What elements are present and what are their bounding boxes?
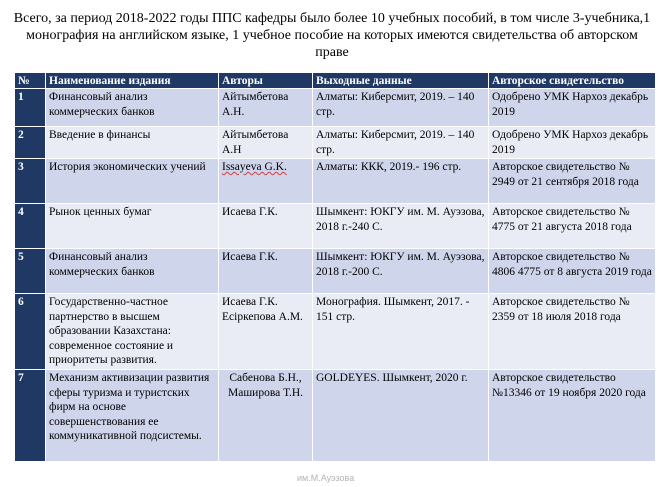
row-authors: Айтымбетова А.Н. — [219, 89, 313, 127]
footer-watermark: им.М.Ауэзова — [297, 473, 355, 483]
row-number: 5 — [15, 249, 46, 294]
row-title: Рынок ценных бумаг — [46, 204, 219, 249]
row-output: Алматы: Киберсмит, 2019. – 140 стр. — [313, 89, 489, 127]
row-certificate: Авторское свидетельство № 2949 от 21 сентября 2018 года — [489, 159, 656, 204]
row-certificate: Авторское свидетельство № 4775 от 21 августа 2018 года — [489, 204, 656, 249]
row-output: Шымкент: ЮКГУ им. М. Ауэзова, 2018 г.-240 С. — [313, 204, 489, 249]
row-output: Алматы: ККК, 2019.- 196 стр. — [313, 159, 489, 204]
row-title: Введение в финансы — [46, 127, 219, 159]
table-header-row — [15, 73, 656, 89]
row-certificate: Авторское свидетельство № 4806 4775 от 8 августа 2019 года — [489, 249, 656, 294]
row-certificate: Авторское свидетельство № 2359 от 18 июля 2018 года — [489, 294, 656, 370]
header-certificate: Авторское свидетельство — [489, 73, 656, 89]
row-certificate: Одобрено УМК Нархоз декабрь 2019 — [489, 127, 656, 159]
row-title: Финансовый анализ коммерческих банков — [46, 249, 219, 294]
row-number: 2 — [15, 127, 46, 159]
row-authors-text: Issayeva G.K. — [222, 161, 287, 173]
row-output: Алматы: Киберсмит, 2019. – 140 стр. — [313, 127, 489, 159]
row-certificate: Одобрено УМК Нархоз декабрь 2019 — [489, 89, 656, 127]
table-row — [15, 159, 656, 204]
row-number: 1 — [15, 89, 46, 127]
row-output: GOLDEYES. Шымкент, 2020 г. — [313, 370, 489, 462]
table-row — [15, 370, 656, 462]
table-row — [15, 249, 656, 294]
row-authors: Исаева Г.К. — [219, 249, 313, 294]
publications-table — [14, 72, 656, 462]
row-authors: Исаева Г.К. — [219, 204, 313, 249]
row-title: История экономических учений — [46, 159, 219, 204]
row-number: 7 — [15, 370, 46, 462]
header-authors: Авторы — [219, 73, 313, 89]
row-number: 3 — [15, 159, 46, 204]
row-title: Финансовый анализ коммерческих банков — [46, 89, 219, 127]
row-authors: Сабенова Б.Н., Маширова Т.Н. — [219, 370, 313, 462]
header-output: Выходные данные — [313, 73, 489, 89]
row-authors — [219, 159, 313, 204]
header-title: Наименование издания — [46, 73, 219, 89]
row-authors: Исаева Г.К. Есіркепова А.М. — [219, 294, 313, 370]
row-number: 4 — [15, 204, 46, 249]
page-heading: Всего, за период 2018-2022 годы ППС кафедры было более 10 учебных пособий, в том числе 3-учебника,1 монография на английском языке, 1 учебное пособие на которых имеются свидетельства об авторском праве — [13, 11, 651, 60]
row-output: Монография. Шымкент, 2017. - 151 стр. — [313, 294, 489, 370]
row-output: Шымкент: ЮКГУ им. М. Ауэзова, 2018 г.-200 С. — [313, 249, 489, 294]
table-row — [15, 89, 656, 127]
row-certificate: Авторское свидетельство №13346 от 19 ноября 2020 года — [489, 370, 656, 462]
table-row — [15, 204, 656, 249]
table-row — [15, 127, 656, 159]
row-title: Механизм активизации развития сферы туризма и туристских фирм на основе совершенствования ее коммуникативной подсистемы. — [46, 370, 219, 462]
table-row — [15, 294, 656, 370]
header-num: № — [15, 73, 46, 89]
row-title: Государственно-частное партнерство в высшем образовании Казахстана: современное состояние и приоритеты развития. — [46, 294, 219, 370]
row-authors: Айтымбетова А.Н — [219, 127, 313, 159]
row-number: 6 — [15, 294, 46, 370]
